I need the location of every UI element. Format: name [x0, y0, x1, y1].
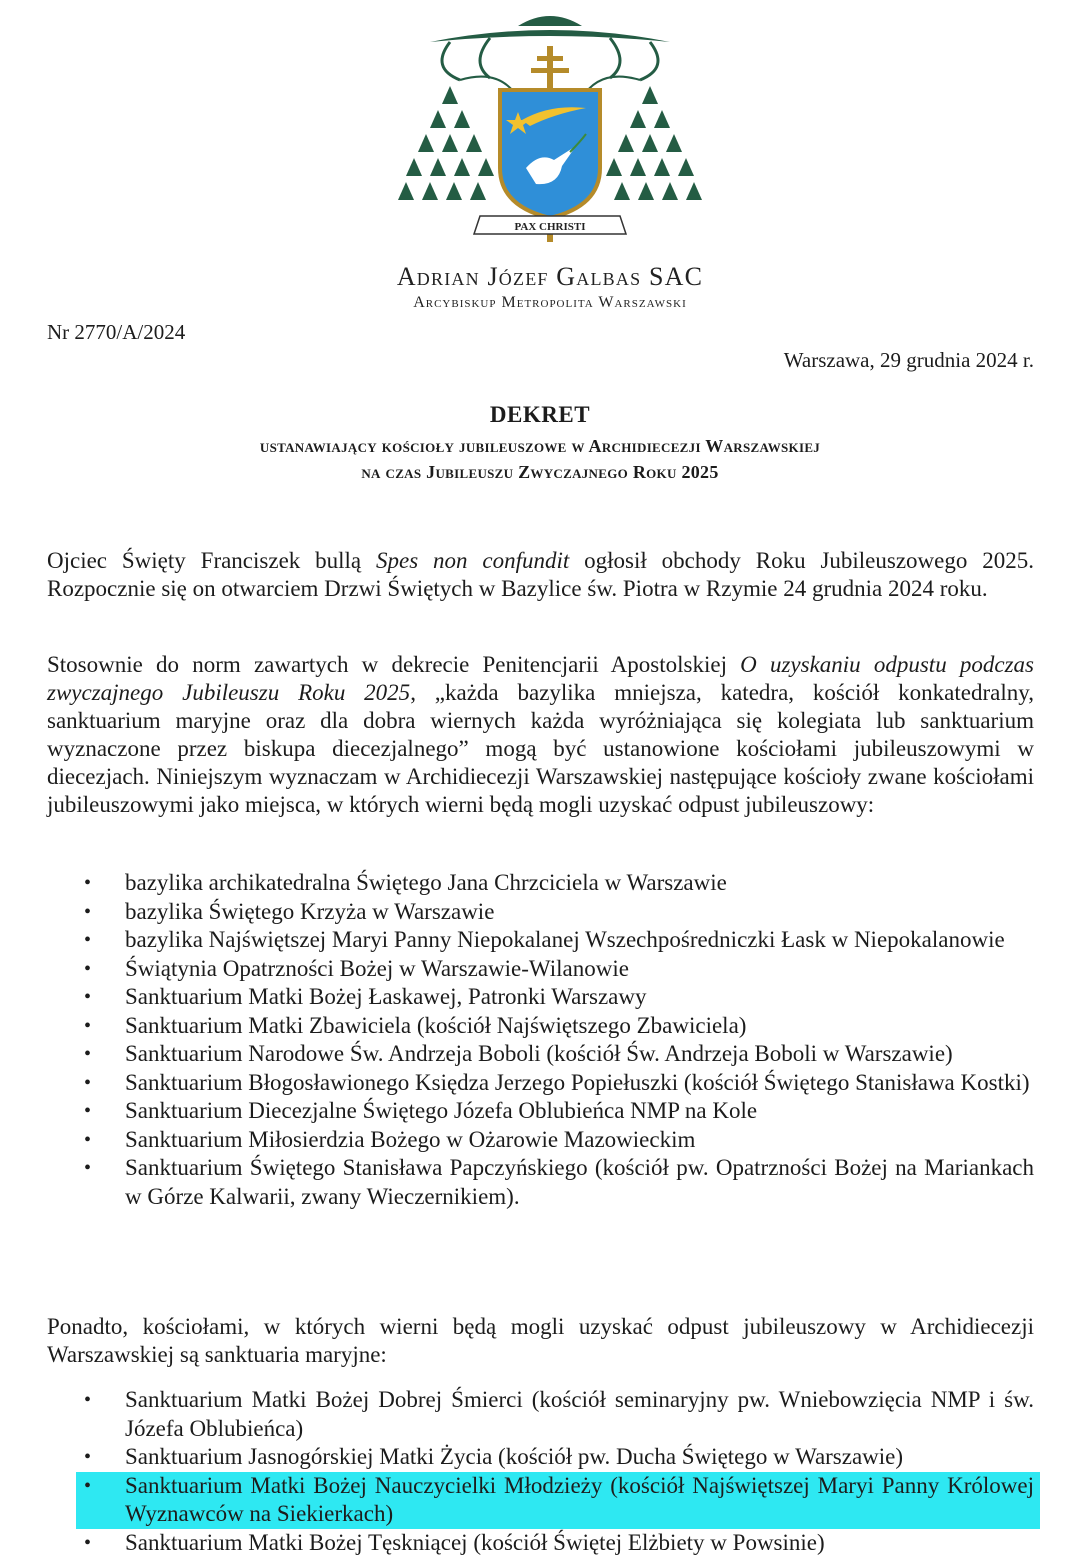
motto-text: PAX CHRISTI [514, 221, 586, 233]
issuer-title: Arcybiskup Metropolita Warszawski [413, 294, 687, 311]
list-item [0, 1529, 1080, 1558]
list-item-text: Sanktuarium Matki Bożej Łaskawej, Patronki Warszawy [125, 984, 647, 1009]
list-item-text: Sanktuarium Narodowe Św. Andrzeja Boboli (kościół Św. Andrzeja Boboli w Warszawie) [125, 1041, 953, 1066]
reference-number: Nr 2770/A/2024 [47, 320, 186, 344]
bullet-icon: • [84, 1531, 92, 1554]
paragraph-norms-post: , „każda bazylika mniejsza, katedra, kościół konkatedralny, sanktuarium maryjne oraz dla dobra wiernych każda wyróżniająca się kolegiata lub sanktuarium wyznaczone przez biskupa diecezjalnego” mogą być ustanowione kościołami jubileuszowymi w diecezjach. Niniejszym wyznaczam w Archidiecezji Warszawskiej następujące kościoły zwane kościołami jubileuszowymi jako miejsca, w których wierni będą mogli uzyskać odpust jubileuszowy: [47, 680, 1034, 817]
list-item [0, 1069, 1080, 1098]
list-item-text: Sanktuarium Jasnogórskiej Matki Życia (kościół pw. Ducha Świętego w Warszawie) [125, 1444, 904, 1469]
bullet-icon: • [84, 1157, 92, 1179]
document-date: Warszawa, 29 grudnia 2024 r. [783, 348, 1034, 372]
list-item-text: bazylika Świętego Krzyża w Warszawie [125, 898, 495, 924]
paragraph-intro [47, 547, 1034, 603]
jubilee-churches-list [0, 869, 1080, 1211]
bullet-icon: • [84, 986, 92, 1008]
list-item [0, 955, 1080, 984]
list-item-text: Sanktuarium Diecezjalne Świętego Józefa Oblubieńca NMP na Kole [125, 1098, 758, 1123]
list-item [0, 1097, 1080, 1126]
paragraph-norms-pre: Stosownie do norm zawartych w dekrecie Penitencjarii Apostolskiej [47, 652, 741, 677]
list-item [0, 1154, 1080, 1211]
list-item-text: Sanktuarium Świętego Stanisława Papczyńskiego (kościół pw. Opatrzności Bożej na Mariankach w Górze Kalwarii, zwany Wieczernikiem). [125, 1155, 1034, 1209]
bullet-icon: • [84, 1389, 92, 1411]
bullet-icon: • [84, 929, 92, 951]
list-item [0, 869, 1080, 898]
bullet-icon: • [84, 1446, 92, 1468]
bullet-icon: • [84, 1100, 92, 1122]
list-item-text: Sanktuarium Błogosławionego Księdza Jerzego Popiełuszki (kościół Świętego Stanisława Kostki) [125, 1069, 1030, 1095]
paragraph-norms [47, 651, 1034, 819]
paragraph-intro-pre: Ojciec Święty Franciszek bullą [47, 548, 377, 573]
marian-sanctuaries-list [0, 1386, 1080, 1557]
bullet-icon: • [84, 1474, 92, 1497]
bull-title: Spes non confundit [376, 548, 570, 573]
bullet-icon: • [84, 872, 92, 894]
bullet-icon: • [84, 1014, 92, 1037]
list-item [0, 898, 1080, 927]
decree-title: DEKRET [489, 402, 591, 427]
list-item-text: bazylika Najświętszej Maryi Panny Niepokalanej Wszechpośredniczki Łask w Niepokalanowie [125, 927, 1005, 952]
highlighted-list-item [76, 1472, 1040, 1529]
decree-subtitle-line2: na czas Jubileuszu Zwyczajnego Roku 2025 [361, 462, 719, 482]
list-item-text: Sanktuarium Matki Bożej Nauczycielki Młodzieży (kościół Najświętszej Maryi Panny Królowej Wyznawców na Siekierkach) [125, 1472, 1034, 1526]
coat-of-arms [390, 8, 710, 248]
paragraph-intro-post: ogłosił obchody Roku Jubileuszowego 2025. Rozpocznie się on otwarciem Drzwi Świętych w Bazylice św. Piotra w Rzymie 24 grudnia 2024 roku. [47, 548, 1034, 601]
bullet-icon: • [84, 1071, 92, 1094]
list-item-text: Sanktuarium Matki Bożej Tęskniącej (kościół Świętej Elżbiety w Powsinie) [125, 1529, 825, 1555]
bullet-icon: • [84, 957, 92, 980]
bullet-icon: • [84, 1043, 92, 1065]
list-item [0, 1443, 1080, 1472]
decree-subtitle-line1: ustanawiający kościoły jubileuszowe w Archidiecezji Warszawskiej [259, 436, 821, 456]
list-item [0, 1386, 1080, 1443]
list-item [0, 1040, 1080, 1069]
list-item-text: Sanktuarium Miłosierdzia Bożego w Ożarowie Mazowieckim [125, 1126, 696, 1152]
bullet-icon: • [84, 900, 92, 923]
penitentiary-decree-title: O uzyskaniu odpustu podczas zwyczajnego Jubileuszu Roku 2025 [47, 652, 1034, 705]
list-item-text: bazylika archikatedralna Świętego Jana Chrzciciela w Warszawie [125, 870, 727, 895]
list-item-text: Świątynia Opatrzności Bożej w Warszawie-Wilanowie [125, 955, 629, 981]
paragraph-marian: Ponadto, kościołami, w których wierni będą mogli uzyskać odpust jubileuszowy w Archidiecezji Warszawskiej są sanktuaria maryjne: [47, 1314, 1034, 1367]
list-item-text: Sanktuarium Matki Zbawiciela (kościół Najświętszego Zbawiciela) [125, 1012, 747, 1038]
list-item [0, 1012, 1080, 1041]
issuer-name: Adrian Józef Galbas SAC [396, 262, 704, 291]
list-item [0, 1126, 1080, 1155]
list-item [0, 926, 1080, 955]
bullet-icon: • [84, 1128, 92, 1151]
list-item [0, 983, 1080, 1012]
list-item-text: Sanktuarium Matki Bożej Dobrej Śmierci (kościół seminaryjny pw. Wniebowzięcia NMP i św. Józefa Oblubieńca) [125, 1387, 1034, 1441]
